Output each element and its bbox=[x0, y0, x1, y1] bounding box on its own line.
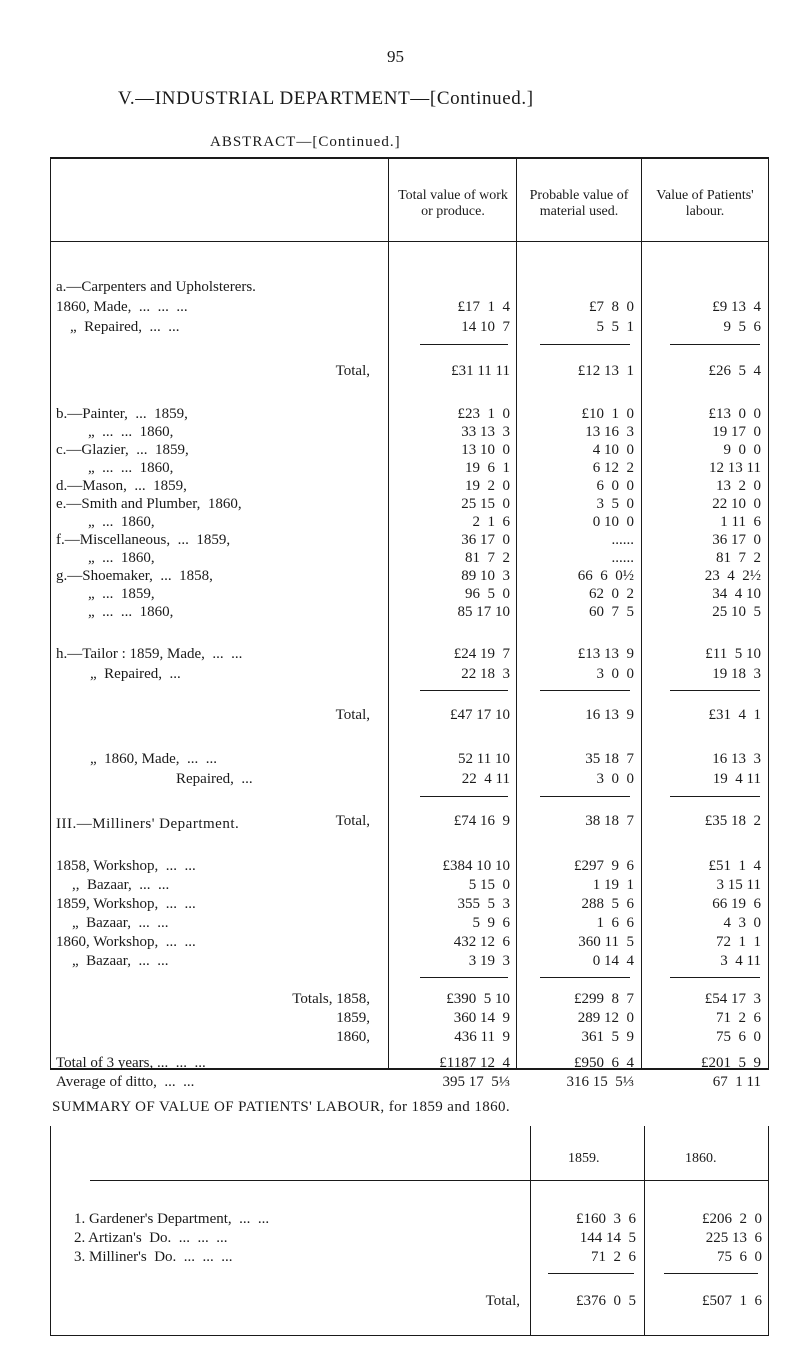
row-label: „ ... 1860, bbox=[88, 514, 155, 530]
cell-total-value: 5 9 6 bbox=[472, 915, 510, 931]
cell-patients-labour: 66 19 6 bbox=[712, 896, 761, 912]
summary-left-border bbox=[50, 1126, 51, 1336]
cell-patients-labour: £13 0 0 bbox=[708, 406, 761, 422]
cell-patients-labour: £54 17 3 bbox=[704, 991, 761, 1007]
cell-patients-labour: £35 18 2 bbox=[704, 813, 761, 829]
cell-total-value: 2 1 6 bbox=[472, 514, 510, 530]
row-label: „ ... 1860, bbox=[88, 550, 155, 566]
cell-patients-labour: 12 13 11 bbox=[709, 460, 761, 476]
cell-total-value: 96 5 0 bbox=[465, 586, 510, 602]
cell-total-value: £31 11 11 bbox=[451, 363, 510, 379]
summary-row-label: 2. Artizan's Do. ... ... ... bbox=[74, 1230, 228, 1246]
cell-material: 60 7 5 bbox=[589, 604, 634, 620]
cell-total-value: 36 17 0 bbox=[461, 532, 510, 548]
cell-total-value: 395 17 5⅓ bbox=[442, 1074, 510, 1090]
cell-total-value: £23 1 0 bbox=[457, 406, 510, 422]
row-label-total: Total, bbox=[335, 813, 370, 829]
column-header-total-value: Total value of work or produce. bbox=[398, 188, 508, 219]
summary-bottom-border bbox=[50, 1335, 769, 1336]
cell-total-value: £17 1 4 bbox=[457, 299, 510, 315]
row-label: „ ... ... 1860, bbox=[88, 604, 174, 620]
cell-patients-labour: 22 10 0 bbox=[712, 496, 761, 512]
cell-material: 289 12 0 bbox=[577, 1010, 634, 1026]
row-label: „ Repaired, ... ... bbox=[70, 319, 180, 335]
row-label: 1860, Workshop, ... ... bbox=[56, 934, 196, 950]
section-label-milliners: III.—Milliners' Department. bbox=[56, 816, 240, 832]
cell-patients-labour: 36 17 0 bbox=[712, 532, 761, 548]
row-label: „ ... 1859, bbox=[88, 586, 155, 602]
cell-patients-labour: 19 4 11 bbox=[712, 771, 761, 787]
row-label-year: 1860, bbox=[336, 1029, 370, 1045]
cell-material: £13 13 9 bbox=[577, 646, 634, 662]
cell-material: 62 0 2 bbox=[589, 586, 634, 602]
cell-total-value: 3 19 3 bbox=[468, 953, 510, 969]
cell-material: £12 13 1 bbox=[577, 363, 634, 379]
summary-cell-1859: 144 14 5 bbox=[579, 1230, 636, 1246]
cell-total-value: 52 11 10 bbox=[458, 751, 510, 767]
cell-patients-labour: 34 4 10 bbox=[712, 586, 761, 602]
cell-material: 1 19 1 bbox=[592, 877, 634, 893]
row-label: f.—Miscellaneous, ... 1859, bbox=[56, 532, 231, 548]
subtotal-rule bbox=[540, 977, 630, 978]
cell-material: £10 1 0 bbox=[581, 406, 634, 422]
summary-row-label-total: Total, bbox=[485, 1293, 520, 1309]
cell-patients-labour: 4 3 0 bbox=[723, 915, 761, 931]
row-label: „ 1860, Made, ... ... bbox=[90, 751, 218, 767]
cell-total-value: 22 4 11 bbox=[461, 771, 510, 787]
cell-total-value: £24 19 7 bbox=[453, 646, 510, 662]
table1-header-rule bbox=[50, 241, 769, 242]
cell-total-value: 5 15 0 bbox=[468, 877, 510, 893]
cell-material: 13 16 3 bbox=[585, 424, 634, 440]
cell-patients-labour: 19 18 3 bbox=[712, 666, 761, 682]
subtotal-rule bbox=[420, 977, 508, 978]
table1-right-border bbox=[768, 157, 769, 1070]
cell-material: £297 9 6 bbox=[574, 858, 634, 874]
cell-total-value: £47 17 10 bbox=[450, 707, 510, 723]
subtotal-rule bbox=[540, 796, 630, 797]
cell-patients-labour: £51 1 4 bbox=[708, 858, 761, 874]
cell-total-value: 25 15 0 bbox=[461, 496, 510, 512]
summary-title: SUMMARY OF VALUE OF PATIENTS' LABOUR, for 1859 and 1860. bbox=[52, 1099, 511, 1115]
cell-material: 1 6 6 bbox=[596, 915, 634, 931]
subtotal-rule bbox=[670, 690, 760, 691]
row-label-total: Totals, 1858, bbox=[292, 991, 370, 1007]
cell-material: 6 0 0 bbox=[596, 478, 634, 494]
cell-patients-labour: 1 11 6 bbox=[720, 514, 761, 530]
column-header-material: Probable value of material used. bbox=[529, 188, 629, 219]
cell-material: £950 6 4 bbox=[574, 1055, 634, 1071]
row-label: Repaired, ... bbox=[176, 771, 253, 787]
row-label: „ Bazaar, ... ... bbox=[72, 915, 169, 931]
cell-total-value: 81 7 2 bbox=[465, 550, 510, 566]
subtotal-rule bbox=[670, 977, 760, 978]
summary-cell-1860: 225 13 6 bbox=[705, 1230, 762, 1246]
cell-patients-labour: £201 5 9 bbox=[701, 1055, 761, 1071]
row-label-year: 1859, bbox=[336, 1010, 370, 1026]
row-label: b.—Painter, ... 1859, bbox=[56, 406, 188, 422]
cell-material: 3 0 0 bbox=[596, 666, 634, 682]
cell-material: ...... bbox=[611, 550, 634, 566]
cell-total-value: 33 13 3 bbox=[461, 424, 510, 440]
subtotal-rule bbox=[540, 344, 630, 345]
row-label: „ Repaired, ... bbox=[90, 666, 181, 682]
cell-patients-labour: 3 15 11 bbox=[716, 877, 761, 893]
cell-material: 4 10 0 bbox=[592, 442, 634, 458]
summary-cell-1860: £206 2 0 bbox=[702, 1211, 762, 1227]
cell-total-value: 355 5 3 bbox=[457, 896, 510, 912]
summary-row-label: 3. Milliner's Do. ... ... ... bbox=[74, 1249, 233, 1265]
row-label: g.—Shoemaker, ... 1858, bbox=[56, 568, 213, 584]
cell-patients-labour: £26 5 4 bbox=[708, 363, 761, 379]
row-label: h.—Tailor : 1859, Made, ... ... bbox=[56, 646, 243, 662]
row-label: d.—Mason, ... 1859, bbox=[56, 478, 187, 494]
row-label: 1859, Workshop, ... ... bbox=[56, 896, 196, 912]
summary-cell-1860: £507 1 6 bbox=[702, 1293, 762, 1309]
row-label-total: Total, bbox=[335, 707, 370, 723]
cell-patients-labour: £31 4 1 bbox=[708, 707, 761, 723]
subtotal-rule bbox=[670, 796, 760, 797]
cell-total-value: 14 10 7 bbox=[461, 319, 510, 335]
row-label: Total of 3 years, ... ... ... bbox=[56, 1055, 206, 1071]
cell-material: 38 18 7 bbox=[585, 813, 634, 829]
row-label-total: Total, bbox=[335, 363, 370, 379]
cell-material: 35 18 7 bbox=[585, 751, 634, 767]
cell-total-value: 13 10 0 bbox=[461, 442, 510, 458]
summary-right-border bbox=[768, 1126, 769, 1336]
row-label: e.—Smith and Plumber, 1860, bbox=[56, 496, 242, 512]
cell-patients-labour: 19 17 0 bbox=[712, 424, 761, 440]
row-label: 1860, Made, ... ... ... bbox=[56, 299, 188, 315]
cell-patients-labour: £11 5 10 bbox=[705, 646, 761, 662]
cell-patients-labour: 67 1 11 bbox=[712, 1074, 761, 1090]
abstract-heading: ABSTRACT—[Continued.] bbox=[210, 134, 401, 150]
page-number: 95 bbox=[387, 47, 404, 66]
cell-material: ...... bbox=[611, 532, 634, 548]
cell-patients-labour: 16 13 3 bbox=[712, 751, 761, 767]
table1-left-border bbox=[50, 157, 51, 1070]
cell-material: 0 10 0 bbox=[592, 514, 634, 530]
section-heading: V.—INDUSTRIAL DEPARTMENT—[Continued.] bbox=[118, 88, 534, 109]
cell-total-value: 22 18 3 bbox=[461, 666, 510, 682]
row-label: ,, Bazaar, ... ... bbox=[72, 877, 170, 893]
row-label: „ ... ... 1860, bbox=[88, 460, 174, 476]
cell-total-value: £390 5 10 bbox=[446, 991, 510, 1007]
summary-subtotal-rule bbox=[664, 1273, 758, 1274]
cell-patients-labour: £9 13 4 bbox=[712, 299, 761, 315]
cell-total-value: 436 11 9 bbox=[454, 1029, 510, 1045]
cell-material: 316 15 5⅓ bbox=[566, 1074, 634, 1090]
row-label: a.—Carpenters and Upholsterers. bbox=[56, 279, 256, 295]
summary-header-1860: 1860. bbox=[685, 1151, 717, 1166]
row-label: „ Bazaar, ... ... bbox=[72, 953, 169, 969]
cell-total-value: £74 16 9 bbox=[453, 813, 510, 829]
summary-cell-1860: 75 6 0 bbox=[717, 1249, 762, 1265]
table1-top-border bbox=[50, 157, 769, 159]
cell-material: £7 8 0 bbox=[589, 299, 634, 315]
summary-header-rule bbox=[90, 1180, 769, 1181]
cell-material: 16 13 9 bbox=[585, 707, 634, 723]
cell-patients-labour: 72 1 1 bbox=[716, 934, 761, 950]
cell-total-value: 89 10 3 bbox=[461, 568, 510, 584]
cell-total-value: £384 10 10 bbox=[442, 858, 510, 874]
summary-header-1859: 1859. bbox=[568, 1151, 600, 1166]
cell-material: 3 5 0 bbox=[596, 496, 634, 512]
summary-cell-1859: £160 3 6 bbox=[576, 1211, 636, 1227]
subtotal-rule bbox=[420, 796, 508, 797]
cell-patients-labour: 9 5 6 bbox=[723, 319, 761, 335]
cell-total-value: 19 6 1 bbox=[465, 460, 510, 476]
cell-material: 361 5 9 bbox=[581, 1029, 634, 1045]
cell-material: £299 8 7 bbox=[574, 991, 634, 1007]
cell-material: 0 14 4 bbox=[592, 953, 634, 969]
summary-cell-1859: £376 0 5 bbox=[576, 1293, 636, 1309]
subtotal-rule bbox=[420, 690, 508, 691]
cell-material: 3 0 0 bbox=[596, 771, 634, 787]
cell-total-value: 432 12 6 bbox=[453, 934, 510, 950]
row-label: 1858, Workshop, ... ... bbox=[56, 858, 196, 874]
subtotal-rule bbox=[670, 344, 760, 345]
cell-patients-labour: 3 4 11 bbox=[720, 953, 761, 969]
row-label: „ ... ... 1860, bbox=[88, 424, 174, 440]
cell-total-value: 19 2 0 bbox=[465, 478, 510, 494]
cell-patients-labour: 23 4 2½ bbox=[704, 568, 761, 584]
summary-subtotal-rule bbox=[548, 1273, 634, 1274]
row-label: c.—Glazier, ... 1859, bbox=[56, 442, 189, 458]
column-header-patients-labour: Value of Patients' labour. bbox=[656, 188, 754, 219]
cell-total-value: 85 17 10 bbox=[457, 604, 510, 620]
cell-patients-labour: 13 2 0 bbox=[716, 478, 761, 494]
cell-material: 5 5 1 bbox=[596, 319, 634, 335]
cell-patients-labour: 71 2 6 bbox=[716, 1010, 761, 1026]
cell-patients-labour: 81 7 2 bbox=[716, 550, 761, 566]
cell-total-value: £1187 12 4 bbox=[439, 1055, 510, 1071]
row-label: Average of ditto, ... ... bbox=[56, 1074, 195, 1090]
subtotal-rule bbox=[540, 690, 630, 691]
cell-material: 288 5 6 bbox=[581, 896, 634, 912]
summary-row-label: 1. Gardener's Department, ... ... bbox=[74, 1211, 270, 1227]
cell-material: 66 6 0½ bbox=[577, 568, 634, 584]
subtotal-rule bbox=[420, 344, 508, 345]
cell-total-value: 360 14 9 bbox=[453, 1010, 510, 1026]
cell-patients-labour: 25 10 5 bbox=[712, 604, 761, 620]
cell-material: 6 12 2 bbox=[592, 460, 634, 476]
summary-cell-1859: 71 2 6 bbox=[591, 1249, 636, 1265]
cell-material: 360 11 5 bbox=[578, 934, 634, 950]
cell-patients-labour: 9 0 0 bbox=[723, 442, 761, 458]
cell-patients-labour: 75 6 0 bbox=[716, 1029, 761, 1045]
